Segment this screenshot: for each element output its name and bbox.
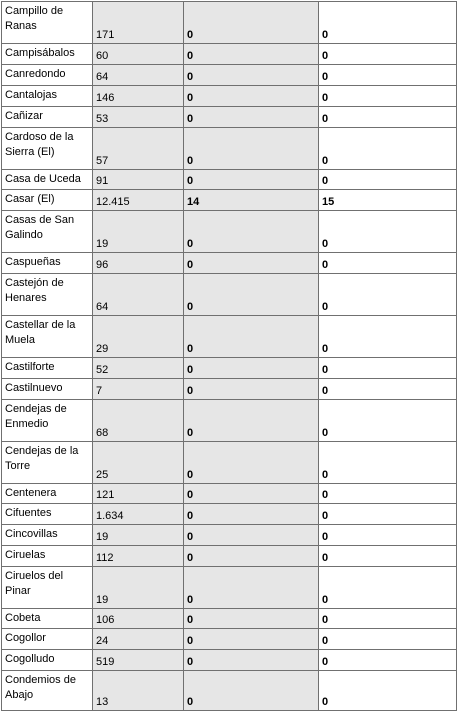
municipality-name-cell: Cincovillas (2, 525, 93, 546)
table-row (2, 190, 457, 211)
value-col3-cell: 0 (184, 44, 319, 65)
table-row (2, 546, 457, 567)
population-cell: 24 (93, 629, 184, 650)
population-cell: 25 (93, 442, 184, 484)
municipality-name-cell: Canredondo (2, 65, 93, 86)
value-col3-cell: 0 (184, 253, 319, 274)
table-row (2, 86, 457, 107)
value-col4-cell: 0 (319, 44, 457, 65)
value-col4-cell: 0 (319, 2, 457, 44)
value-col3-cell: 0 (184, 107, 319, 128)
table-row (2, 2, 457, 44)
municipality-name-cell: Ciruelas (2, 546, 93, 567)
population-cell: 96 (93, 253, 184, 274)
population-cell: 146 (93, 86, 184, 107)
municipality-name-cell: Casar (El) (2, 190, 93, 211)
table-row (2, 609, 457, 629)
table-row (2, 65, 457, 86)
value-col4-cell: 0 (319, 358, 457, 379)
value-col4-cell: 0 (319, 567, 457, 609)
table-row (2, 253, 457, 274)
municipality-name-cell: Castilforte (2, 358, 93, 379)
value-col3-cell: 0 (184, 484, 319, 504)
population-cell: 12.415 (93, 190, 184, 211)
municipality-name-cell: Cogollor (2, 629, 93, 650)
value-col4-cell: 0 (319, 609, 457, 629)
municipality-name-cell: Campillo de Ranas (2, 2, 93, 44)
table-row (2, 44, 457, 65)
value-col3-cell: 0 (184, 379, 319, 400)
value-col4-cell: 0 (319, 525, 457, 546)
population-cell: 57 (93, 128, 184, 170)
table-row (2, 358, 457, 379)
municipality-name-cell: Castejón de Henares (2, 274, 93, 316)
value-col3-cell: 0 (184, 650, 319, 671)
municipality-name-cell: Cendejas de Enmedio (2, 400, 93, 442)
value-col4-cell: 15 (319, 190, 457, 211)
value-col3-cell: 14 (184, 190, 319, 211)
value-col4-cell: 0 (319, 316, 457, 358)
value-col3-cell: 0 (184, 567, 319, 609)
table-row (2, 567, 457, 609)
municipality-name-cell: Cifuentes (2, 504, 93, 525)
population-cell: 19 (93, 211, 184, 253)
population-cell: 106 (93, 609, 184, 629)
table-row (2, 650, 457, 671)
value-col4-cell: 0 (319, 170, 457, 190)
municipality-name-cell: Castilnuevo (2, 379, 93, 400)
table-row (2, 400, 457, 442)
municipality-name-cell: Caspueñas (2, 253, 93, 274)
population-cell: 64 (93, 274, 184, 316)
value-col3-cell: 0 (184, 358, 319, 379)
value-col3-cell: 0 (184, 2, 319, 44)
value-col3-cell: 0 (184, 400, 319, 442)
value-col3-cell: 0 (184, 170, 319, 190)
table-row (2, 484, 457, 504)
value-col3-cell: 0 (184, 211, 319, 253)
population-cell: 91 (93, 170, 184, 190)
table-row (2, 211, 457, 253)
population-cell: 112 (93, 546, 184, 567)
value-col4-cell: 0 (319, 629, 457, 650)
population-cell: 1.634 (93, 504, 184, 525)
municipality-name-cell: Cañizar (2, 107, 93, 128)
table-row (2, 671, 457, 711)
value-col3-cell: 0 (184, 65, 319, 86)
municipality-name-cell: Castellar de la Muela (2, 316, 93, 358)
value-col3-cell: 0 (184, 128, 319, 170)
value-col3-cell: 0 (184, 671, 319, 711)
value-col4-cell: 0 (319, 546, 457, 567)
value-col4-cell: 0 (319, 274, 457, 316)
municipality-name-cell: Ciruelos del Pinar (2, 567, 93, 609)
municipality-name-cell: Cantalojas (2, 86, 93, 107)
value-col4-cell: 0 (319, 65, 457, 86)
value-col4-cell: 0 (319, 86, 457, 107)
value-col4-cell: 0 (319, 128, 457, 170)
municipality-table (1, 1, 457, 711)
table-row (2, 107, 457, 128)
table-row (2, 629, 457, 650)
value-col4-cell: 0 (319, 379, 457, 400)
table-row (2, 170, 457, 190)
value-col3-cell: 0 (184, 504, 319, 525)
table-body (2, 2, 457, 711)
value-col3-cell: 0 (184, 609, 319, 629)
value-col4-cell: 0 (319, 253, 457, 274)
municipality-name-cell: Condemios de Abajo (2, 671, 93, 711)
municipality-name-cell: Cardoso de la Sierra (El) (2, 128, 93, 170)
table-row (2, 504, 457, 525)
value-col4-cell: 0 (319, 400, 457, 442)
municipality-name-cell: Casas de San Galindo (2, 211, 93, 253)
municipality-name-cell: Centenera (2, 484, 93, 504)
value-col3-cell: 0 (184, 546, 319, 567)
population-cell: 519 (93, 650, 184, 671)
municipality-name-cell: Cogolludo (2, 650, 93, 671)
table-row (2, 274, 457, 316)
value-col3-cell: 0 (184, 525, 319, 546)
value-col4-cell: 0 (319, 671, 457, 711)
value-col4-cell: 0 (319, 442, 457, 484)
value-col3-cell: 0 (184, 274, 319, 316)
table-row (2, 316, 457, 358)
municipality-name-cell: Cobeta (2, 609, 93, 629)
population-cell: 60 (93, 44, 184, 65)
population-cell: 7 (93, 379, 184, 400)
population-cell: 171 (93, 2, 184, 44)
value-col3-cell: 0 (184, 316, 319, 358)
population-cell: 121 (93, 484, 184, 504)
population-cell: 13 (93, 671, 184, 711)
table-row (2, 379, 457, 400)
value-col4-cell: 0 (319, 504, 457, 525)
population-cell: 64 (93, 65, 184, 86)
municipality-name-cell: Cendejas de la Torre (2, 442, 93, 484)
table-row (2, 442, 457, 484)
population-cell: 19 (93, 567, 184, 609)
value-col4-cell: 0 (319, 107, 457, 128)
value-col4-cell: 0 (319, 484, 457, 504)
table-row (2, 128, 457, 170)
population-cell: 68 (93, 400, 184, 442)
value-col3-cell: 0 (184, 442, 319, 484)
value-col4-cell: 0 (319, 211, 457, 253)
table-row (2, 525, 457, 546)
value-col3-cell: 0 (184, 86, 319, 107)
value-col4-cell: 0 (319, 650, 457, 671)
population-cell: 29 (93, 316, 184, 358)
municipality-name-cell: Campisábalos (2, 44, 93, 65)
population-cell: 19 (93, 525, 184, 546)
municipality-name-cell: Casa de Uceda (2, 170, 93, 190)
population-cell: 52 (93, 358, 184, 379)
value-col3-cell: 0 (184, 629, 319, 650)
population-cell: 53 (93, 107, 184, 128)
